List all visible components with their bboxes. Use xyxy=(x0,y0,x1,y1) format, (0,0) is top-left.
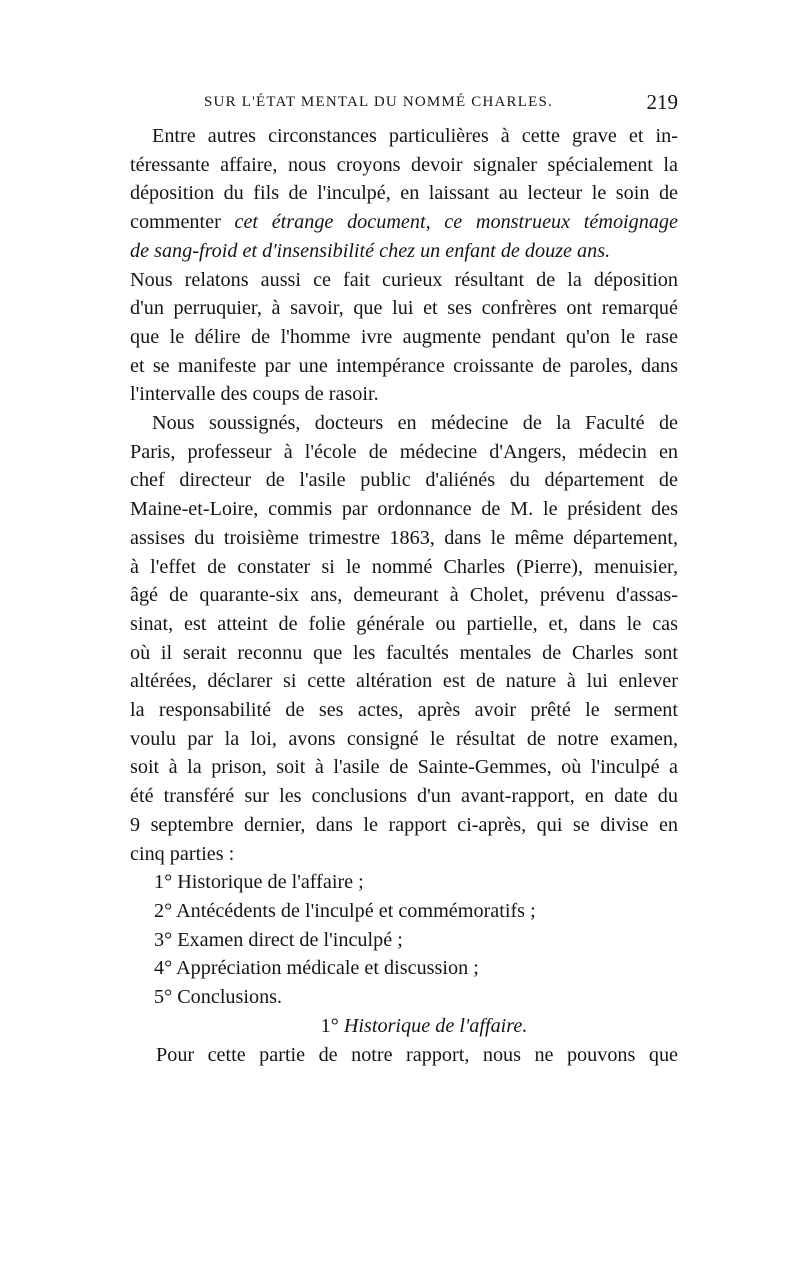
running-head xyxy=(130,88,678,122)
section-heading xyxy=(130,1012,678,1041)
text-line: voulu par la loi, avons consigné le résultat de notre examen, xyxy=(130,727,678,750)
section-title: Historique de l'affaire. xyxy=(343,1014,528,1037)
text-line: d'un perruquier, à savoir, que lui et ses confrères ont remarqué xyxy=(130,297,678,320)
report-parts-list xyxy=(130,868,678,1012)
paragraph-depositions xyxy=(130,122,678,409)
text-line xyxy=(130,208,678,237)
running-title: SUR L'ÉTAT MENTAL DU NOMMÉ CHARLES. xyxy=(204,94,553,110)
list-item: 1° Historique de l'affaire ; xyxy=(154,871,364,894)
text-line: altérées, déclarer si cette altération est de nature à lui enlever xyxy=(130,670,678,693)
text-line: été transféré sur les conclusions d'un avant-rapport, en date du xyxy=(130,785,678,808)
text-line: l'intervalle des coups de rasoir. xyxy=(130,383,379,406)
text-line-italic: de sang-froid et d'insensibilité chez un enfant de douze ans. xyxy=(130,239,611,262)
body-text xyxy=(130,122,678,1069)
text-line: à l'effet de constater si le nommé Charles (Pierre), menuisier, xyxy=(130,555,678,578)
text-line: cinq parties : xyxy=(130,842,235,865)
text-line: 9 septembre dernier, dans le rapport ci-après, qui se divise en xyxy=(130,813,678,836)
text-line: déposition du fils de l'inculpé, en laissant au lecteur le soin de xyxy=(130,182,678,205)
list-item: 4° Appréciation médicale et discussion ; xyxy=(154,957,479,980)
text-line: soit à la prison, soit à l'asile de Sainte-Gemmes, où l'inculpé a xyxy=(130,756,678,779)
page-number: 219 xyxy=(646,90,678,114)
list-item: 5° Conclusions. xyxy=(154,986,283,1009)
text-line: Nous soussignés, docteurs en médecine de la Faculté de xyxy=(152,412,678,435)
list-item: 2° Antécédents de l'inculpé et commémoratifs ; xyxy=(154,899,536,922)
text-line: Nous relatons aussi ce fait curieux résultant de la déposition xyxy=(130,268,678,291)
text-line: et se manifeste par une intempérance croissante de paroles, dans xyxy=(130,354,678,377)
paragraph-mandate xyxy=(130,409,678,868)
text-line: Pour cette partie de notre rapport, nous ne pouvons que xyxy=(156,1043,678,1066)
text-line: Paris, professeur à l'école de médecine d'Angers, médecin en xyxy=(130,440,678,463)
text-line: âgé de quarante-six ans, demeurant à Cholet, prévenu d'assas- xyxy=(130,584,678,607)
text-line: où il serait reconnu que les facultés mentales de Charles sont xyxy=(130,641,678,664)
text-line: chef directeur de l'asile public d'aliénés du département de xyxy=(130,469,678,492)
text-line: que le délire de l'homme ivre augmente pendant qu'on le rase xyxy=(130,325,678,348)
paragraph-history-start xyxy=(130,1041,678,1070)
text-line: Maine-et-Loire, commis par ordonnance de M. le président des xyxy=(130,498,678,521)
list-item: 3° Examen direct de l'inculpé ; xyxy=(154,928,403,951)
text-italic: cet étrange document, ce monstrueux témoignage xyxy=(234,211,678,234)
text-line: téressante affaire, nous croyons devoir signaler spécialement la xyxy=(130,153,678,176)
text-line: sinat, est atteint de folie générale ou partielle, et, dans le cas xyxy=(130,612,678,635)
text-line: la responsabilité de ses actes, après avoir prêté le serment xyxy=(130,699,678,722)
section-number: 1° xyxy=(320,1014,339,1037)
text-line: Entre autres circonstances particulières à cette grave et in- xyxy=(152,125,678,147)
text-roman: commenter xyxy=(130,211,235,234)
text-line: assises du troisième trimestre 1863, dans le même département, xyxy=(130,526,678,549)
